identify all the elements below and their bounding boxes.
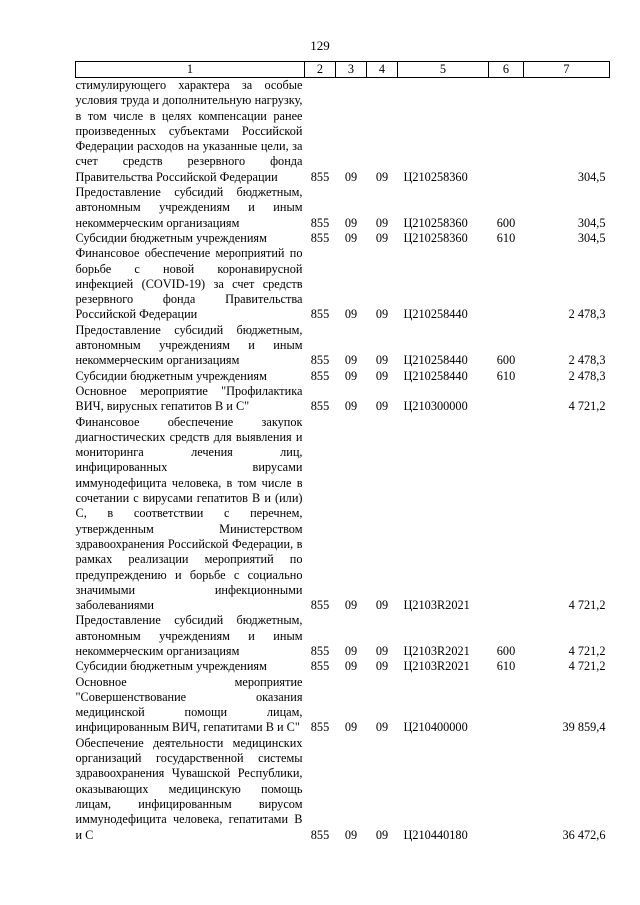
cell-section: 09 <box>344 643 358 658</box>
row-description: Основное мероприятие "Совершенствование оказания медицинской помощи лицам, инфицированным ВИЧ, гепатитами В и С" <box>75 674 303 735</box>
cell-expense-type <box>489 78 524 186</box>
cell-amount: 304,5 <box>577 169 606 184</box>
cell-amount: 4 721,2 <box>568 643 606 658</box>
cell-subsection: 09 <box>375 598 389 613</box>
cell-amount: 2 478,3 <box>568 368 606 383</box>
cell-target-article: Ц210258360 <box>403 230 468 245</box>
cell-target-article: Ц210400000 <box>403 720 468 735</box>
table-row <box>76 736 610 843</box>
cell-target-article: Ц210258360 <box>403 169 468 184</box>
table-row <box>76 185 610 231</box>
cell-subsection: 09 <box>375 368 389 383</box>
cell-subsection: 09 <box>375 720 389 735</box>
cell-expense-type <box>489 246 524 322</box>
cell-subsection: 09 <box>375 659 389 674</box>
table-row <box>76 675 610 736</box>
cell-section: 09 <box>344 230 358 245</box>
cell-section: 09 <box>344 353 358 368</box>
cell-ministry: 855 <box>310 215 330 230</box>
cell-section: 09 <box>344 598 358 613</box>
column-header: 4 <box>367 62 398 78</box>
cell-ministry: 855 <box>310 827 330 842</box>
cell-amount: 304,5 <box>577 230 606 245</box>
cell-expense-type <box>489 736 524 843</box>
cell-expense-type: 600 <box>496 643 516 658</box>
cell-target-article: Ц2103R2021 <box>403 598 470 613</box>
column-header: 3 <box>336 62 367 78</box>
page-number: 129 <box>310 38 330 53</box>
cell-amount: 39 859,4 <box>562 720 606 735</box>
row-description: Субсидии бюджетным учреждениям <box>75 230 267 245</box>
column-header: 5 <box>398 62 489 78</box>
cell-subsection: 09 <box>375 643 389 658</box>
cell-target-article: Ц210258440 <box>403 307 468 322</box>
cell-target-article: Ц210258440 <box>403 368 468 383</box>
row-description: Предоставление субсидий бюджетным, автономным учреждениям и иным некоммерческим организациям <box>75 613 303 658</box>
cell-amount: 2 478,3 <box>568 353 606 368</box>
cell-target-article: Ц2103R2021 <box>403 659 470 674</box>
cell-ministry: 855 <box>310 368 330 383</box>
header-row <box>76 62 610 78</box>
cell-section: 09 <box>344 720 358 735</box>
cell-target-article: Ц210440180 <box>403 827 468 842</box>
cell-expense-type: 610 <box>496 659 516 674</box>
cell-amount: 2 478,3 <box>568 307 606 322</box>
column-header: 7 <box>524 62 610 78</box>
row-description: Обеспечение деятельности медицинских организаций государственной системы здравоохранения Чувашской Республики, оказывающих медицинскую помощь лицам, инфицированным вирусом иммунодефицита человека, гепатитами В и С <box>75 735 303 842</box>
cell-amount: 36 472,6 <box>562 827 606 842</box>
column-header: 6 <box>489 62 524 78</box>
cell-ministry: 855 <box>310 720 330 735</box>
cell-expense-type: 600 <box>496 215 516 230</box>
table-row <box>76 369 610 384</box>
cell-subsection: 09 <box>375 169 389 184</box>
cell-section: 09 <box>344 827 358 842</box>
column-header: 1 <box>76 62 305 78</box>
row-description: Субсидии бюджетным учреждениям <box>75 368 267 383</box>
cell-ministry: 855 <box>310 353 330 368</box>
cell-target-article: Ц210258440 <box>403 353 468 368</box>
table-row <box>76 231 610 246</box>
budget-table <box>75 61 610 843</box>
cell-ministry: 855 <box>310 399 330 414</box>
cell-ministry: 855 <box>310 643 330 658</box>
table-row <box>76 246 610 322</box>
row-description: Основное мероприятие "Профилактика ВИЧ, вирусных гепатитов В и С" <box>75 383 303 414</box>
cell-section: 09 <box>344 399 358 414</box>
cell-section: 09 <box>344 368 358 383</box>
cell-ministry: 855 <box>310 169 330 184</box>
cell-subsection: 09 <box>375 399 389 414</box>
cell-target-article: Ц2103R2021 <box>403 643 470 658</box>
cell-section: 09 <box>344 169 358 184</box>
cell-expense-type: 600 <box>496 353 516 368</box>
cell-ministry: 855 <box>310 230 330 245</box>
cell-amount: 304,5 <box>577 215 606 230</box>
cell-amount: 4 721,2 <box>568 598 606 613</box>
row-description: Финансовое обеспечение закупок диагностических средств для выявления и мониторинга лечения лиц, инфицированных вирусами иммунодефицита человека, в том числе в сочетании с вирусами гепатитов В и (или) С, в соответствии с перечнем, утвержденным Министерством здравоохранения Российской Федерации, в рамках реализации мероприятий по предупреждению и борьбе с социально значимыми инфекционными заболеваниями <box>75 414 303 613</box>
cell-section: 09 <box>344 307 358 322</box>
cell-subsection: 09 <box>375 230 389 245</box>
cell-subsection: 09 <box>375 215 389 230</box>
cell-expense-type: 610 <box>496 368 516 383</box>
row-description: Предоставление субсидий бюджетным, автономным учреждениям и иным некоммерческим организациям <box>75 185 303 230</box>
cell-subsection: 09 <box>375 827 389 842</box>
row-description: Предоставление субсидий бюджетным, автономным учреждениям и иным некоммерческим организациям <box>75 322 303 368</box>
column-header: 2 <box>305 62 336 78</box>
cell-amount: 4 721,2 <box>568 399 606 414</box>
table-row <box>76 415 610 614</box>
table-row <box>76 323 610 369</box>
row-description: стимулирующего характера за особые условия труда и дополнительную нагрузку, в том числе в целях компенсации ранее произведенных субъектами Российской Федерации расходов на указанные цели, за счет средств резервного фонда Правительства Российской Федерации <box>75 78 303 184</box>
cell-amount: 4 721,2 <box>568 659 606 674</box>
table-row <box>76 659 610 674</box>
cell-ministry: 855 <box>310 598 330 613</box>
cell-expense-type <box>489 415 524 614</box>
cell-expense-type <box>489 384 524 415</box>
table-row <box>76 384 610 415</box>
cell-ministry: 855 <box>310 659 330 674</box>
cell-target-article: Ц210258360 <box>403 215 468 230</box>
cell-section: 09 <box>344 215 358 230</box>
cell-expense-type <box>489 675 524 736</box>
table-row <box>76 613 610 659</box>
row-description: Субсидии бюджетным учреждениям <box>75 659 267 674</box>
cell-expense-type: 610 <box>496 230 516 245</box>
cell-ministry: 855 <box>310 307 330 322</box>
cell-section: 09 <box>344 659 358 674</box>
table-row <box>76 78 610 186</box>
cell-subsection: 09 <box>375 353 389 368</box>
cell-target-article: Ц210300000 <box>403 399 468 414</box>
cell-subsection: 09 <box>375 307 389 322</box>
row-description: Финансовое обеспечение мероприятий по борьбе с новой коронавирусной инфекцией (COVID-19) за счет средств резервного фонда Правительства Российской Федерации <box>75 246 303 322</box>
